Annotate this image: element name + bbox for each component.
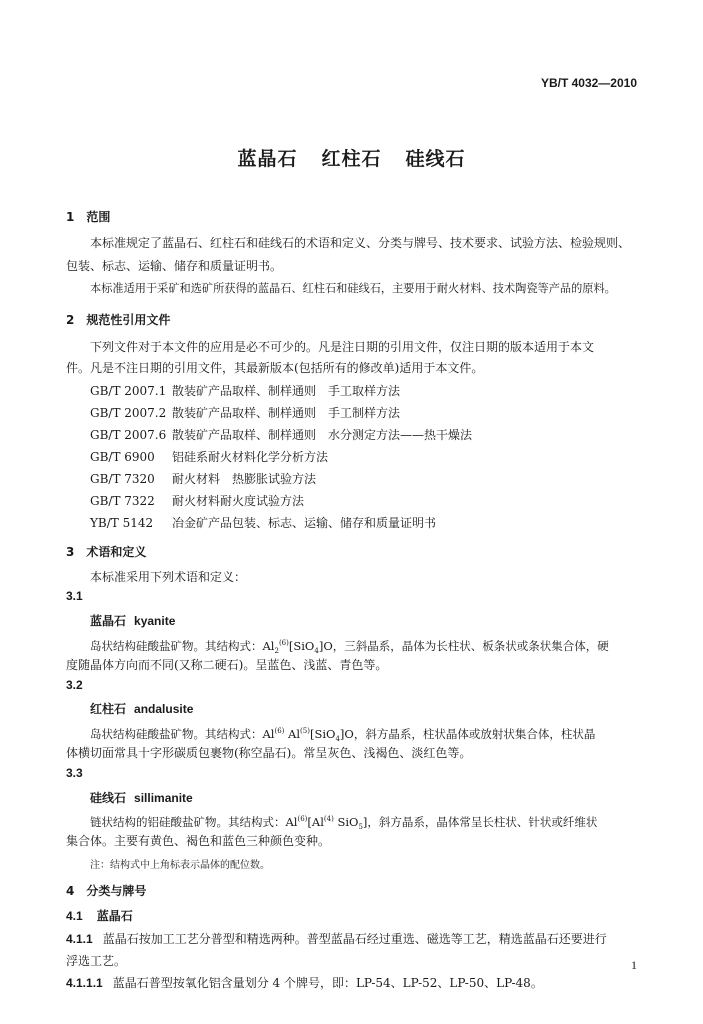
- reference-item: [90, 382, 400, 399]
- reference-code: GB/T 2007.1: [90, 384, 167, 398]
- term-definition-line2: 度随晶体方向而不同(又称二硬石)。呈蓝色、浅蓝、青色等。: [66, 658, 388, 672]
- reference-code: GB/T 6900: [90, 450, 155, 464]
- def-text: ]，斜方晶系，晶体常呈长柱状、针状或纤维状: [362, 814, 598, 829]
- reference-title: 耐火材料耐火度试验方法: [172, 494, 305, 508]
- reference-item: [90, 426, 472, 443]
- term-cn: 蓝晶石: [90, 614, 127, 628]
- subsection-4-1-1-line1: [66, 930, 607, 948]
- subsection-4-1-heading: [66, 907, 133, 924]
- section-2-heading: 2 规范性引用文件: [66, 313, 171, 327]
- section-1-para2: 本标准适用于采矿和选矿所获得的蓝晶石、红柱石和硅线石，主要用于耐火材料、技术陶瓷等产品的原料。: [90, 282, 616, 295]
- def-sub: 4: [314, 647, 319, 656]
- subsection-number: 4.1.1.1: [66, 976, 103, 990]
- def-text: [SiO: [309, 726, 336, 741]
- title-sillimanite: 硅线石: [405, 148, 466, 170]
- reference-code: GB/T 2007.6: [90, 428, 167, 442]
- title-andalusite: 红柱石: [321, 148, 382, 170]
- reference-title: 铝硅系耐火材料化学分析方法: [172, 450, 329, 464]
- term-number: 3.1: [66, 589, 83, 603]
- subsection-number: 4.1: [66, 909, 83, 923]
- term-cn: 红柱石: [90, 702, 127, 716]
- def-sup: (6): [274, 727, 285, 735]
- subsection-text: 蓝晶石普型按氧化铝含量划分 4 个牌号，即：LP-54、LP-52、LP-50、LP-48。: [112, 976, 543, 990]
- term-number: 3.3: [66, 766, 83, 780]
- term-number: 3.2: [66, 678, 83, 692]
- subsection-text: 蓝晶石按加工工艺分普型和精选两种。普型蓝晶石经过重选、磁选等工艺，精选蓝晶石还要进行: [102, 932, 607, 946]
- section-1-para1-line2: 包装、标志、运输、储存和质量证明书。: [66, 259, 283, 273]
- standard-number: YB/T 4032—2010: [540, 76, 637, 90]
- def-text: [SiO: [288, 638, 315, 653]
- reference-code: YB/T 5142: [90, 516, 154, 530]
- section-1-para1-line1: 本标准规定了蓝晶石、红柱石和硅线石的术语和定义、分类与牌号、技术要求、试验方法、检验规则、: [90, 236, 631, 250]
- def-text: 链状结构的铝硅酸盐矿物。其结构式：Al: [90, 814, 298, 829]
- section-4-heading: 4 分类与牌号: [66, 884, 147, 898]
- term-en: kyanite: [134, 614, 176, 628]
- def-sup: (6): [278, 639, 289, 647]
- def-text: ]O，三斜晶系，晶体为长柱状、板条状或条状集合体，硬: [318, 638, 609, 653]
- section-2-para-line2: 件。凡是不注日期的引用文件，其最新版本(包括所有的修改单)适用于本文件。: [66, 361, 484, 375]
- def-sub: 2: [274, 647, 279, 656]
- term-heading: [90, 789, 193, 806]
- def-text: 岛状结构硅酸盐矿物。其结构式：Al: [90, 638, 275, 653]
- reference-code: GB/T 7322: [90, 494, 155, 508]
- def-text: Al: [284, 726, 301, 741]
- def-sub: 4: [335, 735, 340, 744]
- title-kyanite: 蓝晶石: [237, 148, 298, 170]
- reference-title: 散装矿产品取样、制样通则 水分测定方法——热干燥法: [172, 428, 473, 442]
- section-3-heading: 3 术语和定义: [66, 545, 147, 559]
- def-sup: (6): [297, 815, 308, 823]
- term-cn: 硅线石: [90, 791, 127, 805]
- section-1-heading: 1 范围: [66, 210, 111, 224]
- term-heading: [90, 612, 175, 629]
- subsection-number: 4.1.1: [66, 932, 93, 946]
- reference-code: GB/T 7320: [90, 472, 155, 486]
- subsection-4-1-1-line2: 浮选工艺。: [66, 954, 127, 968]
- page-number: 1: [631, 958, 637, 972]
- reference-title: 冶金矿产品包装、标志、运输、储存和质量证明书: [172, 516, 437, 530]
- subsection-title: 蓝晶石: [96, 909, 133, 923]
- reference-item: [90, 492, 304, 509]
- document-title: [0, 144, 703, 171]
- reference-title: 散装矿产品取样、制样通则 手工制样方法: [172, 406, 401, 420]
- term-definition-line2: 集合体。主要有黄色、褐色和蓝色三种颜色变种。: [66, 834, 331, 848]
- reference-item: [90, 470, 316, 487]
- def-text: 岛状结构硅酸盐矿物。其结构式：Al: [90, 726, 275, 741]
- reference-item: [90, 448, 328, 465]
- subsection-4-1-1-1: [66, 974, 543, 992]
- reference-item: [90, 404, 400, 421]
- reference-title: 耐火材料 热膨胀试验方法: [172, 472, 317, 486]
- reference-code: GB/T 2007.2: [90, 406, 167, 420]
- section-2-para-line1: 下列文件对于本文件的应用是必不可少的。凡是注日期的引用文件，仅注日期的版本适用于本文: [90, 340, 595, 354]
- reference-title: 散装矿产品取样、制样通则 手工取样方法: [172, 384, 401, 398]
- def-text: SiO: [333, 814, 359, 829]
- def-text: [Al: [307, 814, 324, 829]
- section-3-intro: 本标准采用下列术语和定义：: [90, 570, 247, 584]
- def-sup: (5): [300, 727, 310, 735]
- reference-item: [90, 514, 436, 531]
- term-heading: [90, 700, 193, 717]
- term-en: sillimanite: [134, 791, 193, 805]
- term-definition-line2: 体横切面常具十字形碳质包裹物(称空晶石)。常呈灰色、浅褐色、淡红色等。: [66, 746, 472, 760]
- def-text: ]O，斜方晶系，柱状晶体或放射状集合体，柱状晶: [339, 726, 596, 741]
- term-en: andalusite: [134, 702, 194, 716]
- def-sub: 5: [358, 823, 363, 832]
- def-sup: (4): [323, 815, 334, 823]
- note: 注：结构式中上角标表示晶体的配位数。: [90, 860, 270, 871]
